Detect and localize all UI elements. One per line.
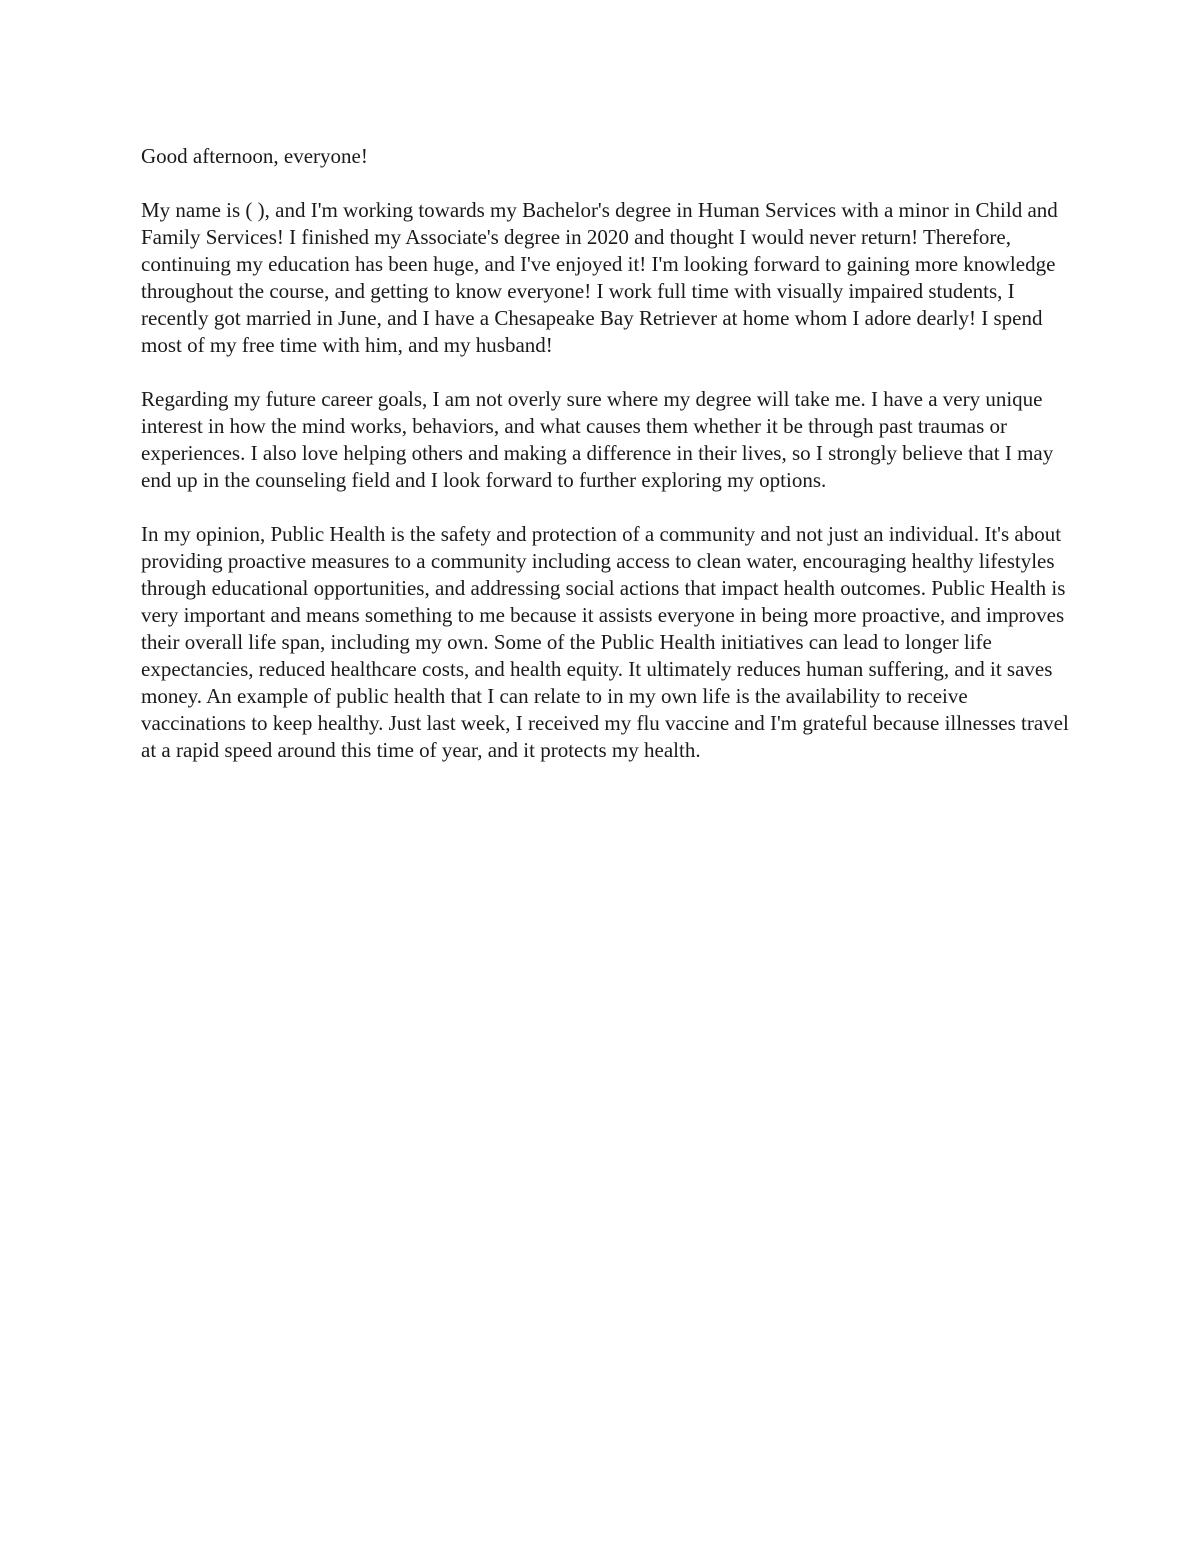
paragraph-public-health: In my opinion, Public Health is the safety and protection of a community and not just an individual. It's about providing proactive measures to a community including access to clean water, encouraging healthy lifestyles through educational opportunities, and addressing social actions that impact health outcomes. Public Health is very important and means something to me because it assists everyone in being more proactive, and improves their overall life span, including my own. Some of the Public Health initiatives can lead to longer life expectancies, reduced healthcare costs, and health equity. It ultimately reduces human suffering, and it saves money. An example of public health that I can relate to in my own life is the availability to receive vaccinations to keep healthy. Just last week, I received my flu vaccine and I'm grateful because illnesses travel at a rapid speed around this time of year, and it protects my health. <box>141 522 1069 762</box>
greeting-line: Good afternoon, everyone! <box>141 144 368 168</box>
paragraph-career-goals: Regarding my future career goals, I am not overly sure where my degree will take me. I have a very unique interest in how the mind works, behaviors, and what causes them whether it be through past traumas or experiences. I also love helping others and making a difference in their lives, so I strongly believe that I may end up in the counseling field and I look forward to further exploring my options. <box>141 387 1054 492</box>
paragraph-introduction: My name is ( ), and I'm working towards my Bachelor's degree in Human Services with a minor in Child and Family Services! I finished my Associate's degree in 2020 and thought I would never return! Therefore, continuing my education has been huge, and I've enjoyed it! I'm looking forward to gaining more knowledge throughout the course, and getting to know everyone! I work full time with visually impaired students, I recently got married in June, and I have a Chesapeake Bay Retriever at home whom I adore dearly! I spend most of my free time with him, and my husband! <box>141 198 1058 357</box>
document-body <box>141 143 1071 791</box>
